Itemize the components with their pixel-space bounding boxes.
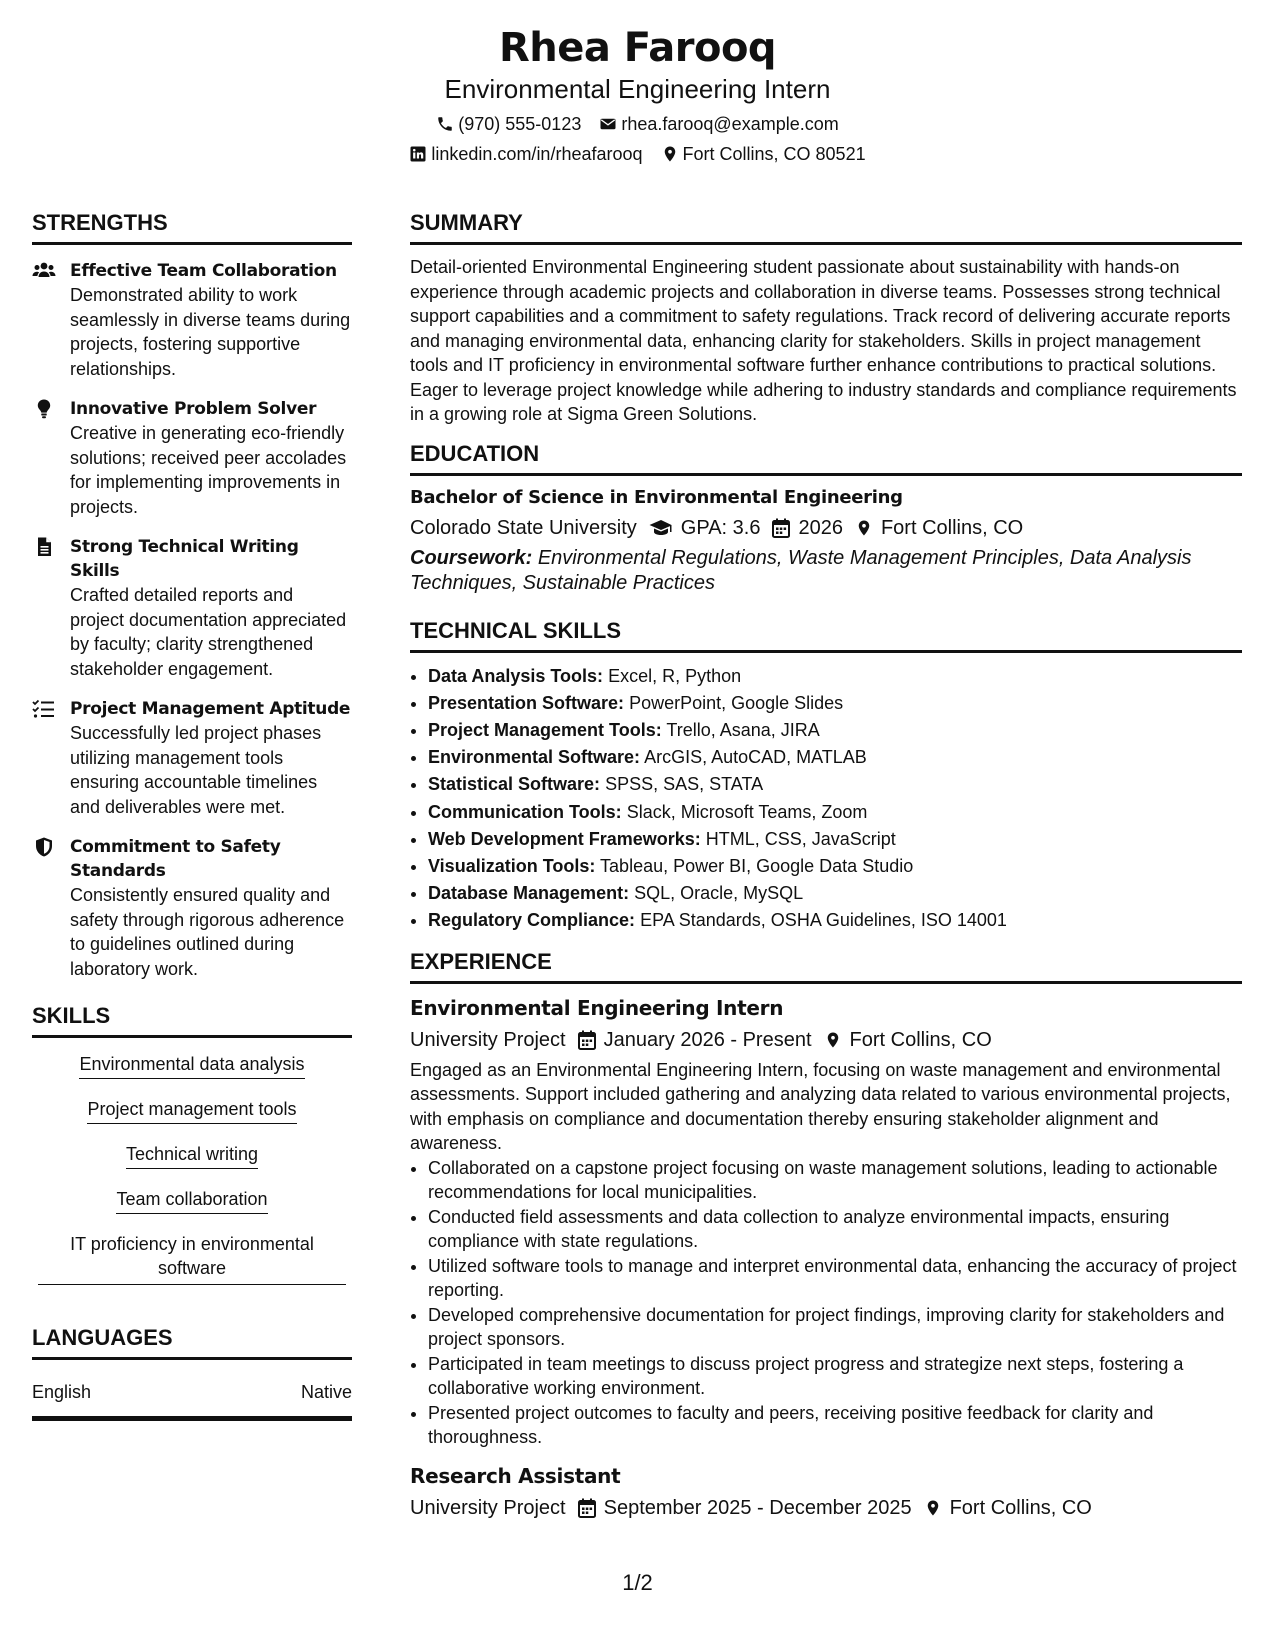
job-title: Environmental Engineering Intern xyxy=(410,995,784,1020)
strength-item xyxy=(32,835,352,981)
tech-skill-value: Slack, Microsoft Teams, Zoom xyxy=(626,801,868,822)
tech-skill-value: SPSS, SAS, STATA xyxy=(605,774,764,795)
strength-item xyxy=(32,535,352,681)
job-meta xyxy=(410,1494,1242,1522)
tech-skill-item xyxy=(428,744,1242,771)
calendar-icon xyxy=(772,518,790,538)
strength-title: Project Management Aptitude xyxy=(70,699,351,719)
linkedin-icon xyxy=(409,145,427,163)
job-dates: January 2026 - Present xyxy=(603,1028,812,1051)
strength-title: Effective Team Collaboration xyxy=(70,261,337,281)
tech-skill-value: SQL, Oracle, MySQL xyxy=(634,883,804,904)
calendar-icon xyxy=(578,1498,596,1518)
language-row xyxy=(32,1370,352,1421)
tech-skill-label: Data Analysis Tools: xyxy=(428,665,604,686)
contact-line-1 xyxy=(0,112,1275,136)
gpa-value: GPA: 3.6 xyxy=(680,516,761,539)
job-location: Fort Collins, CO xyxy=(849,1028,992,1051)
coursework-label: Coursework: xyxy=(410,546,533,569)
tech-skill-value: Excel, R, Python xyxy=(608,665,742,686)
tech-skill-label: Environmental Software: xyxy=(428,747,641,768)
strength-description: Consistently ensured quality and safety through rigorous adherence to guidelines outlined during laboratory work. xyxy=(70,885,345,979)
right-column xyxy=(410,210,1242,1522)
strengths-list xyxy=(32,259,352,981)
experience-heading: EXPERIENCE xyxy=(410,949,1242,984)
phone-contact xyxy=(436,112,581,136)
tech-skill-value: Trello, Asana, JIRA xyxy=(666,719,820,740)
tech-skill-value: ArcGIS, AutoCAD, MATLAB xyxy=(644,747,867,768)
job-description: Engaged as an Environmental Engineering Intern, focusing on waste management and environmental assessments. Support included gathering and analyzing data related to various environmental projects, with emphasis on compliance and documentation thereby ensuring stakeholder alignment and awareness. xyxy=(410,1059,1231,1154)
coursework-list: Environmental Regulations, Waste Management Principles, Data Analysis Techniques, Sustainable Practices xyxy=(410,546,1192,594)
contact-line-2 xyxy=(0,142,1275,166)
strength-title: Strong Technical Writing Skills xyxy=(70,537,299,581)
checklist-icon xyxy=(32,699,56,719)
tech-skill-item xyxy=(428,717,1242,744)
linkedin-url[interactable]: linkedin.com/in/rheafarooq xyxy=(431,144,643,164)
job-bullet: • Collaborated on a capstone project focusing on waste management solutions, leading to actionable recommendations for local municipalities. xyxy=(428,1156,1242,1205)
tech-skill-label: Database Management: xyxy=(428,883,630,904)
tech-skill-item xyxy=(428,853,1242,880)
skill-item: Environmental data analysis xyxy=(79,1052,304,1079)
skill-item: IT proficiency in environmental software xyxy=(38,1232,346,1285)
email-contact[interactable] xyxy=(599,112,838,136)
graduation-cap-icon xyxy=(649,519,673,537)
strength-title: Commitment to Safety Standards xyxy=(70,837,281,881)
education-heading: EDUCATION xyxy=(410,441,1242,476)
tech-skill-item xyxy=(428,690,1242,717)
strength-item xyxy=(32,259,352,381)
tech-skill-label: Visualization Tools: xyxy=(428,855,596,876)
phone-icon xyxy=(436,115,454,133)
job-bullet: • Participated in team meetings to discuss project progress and strategize next steps, fostering a collaborative working environment. xyxy=(428,1352,1242,1401)
job-location: Fort Collins, CO xyxy=(949,1496,1092,1519)
location-contact xyxy=(661,142,866,166)
strength-description: Crafted detailed reports and project documentation appreciated by faculty; clarity strengthened stakeholder engagement. xyxy=(70,585,347,679)
strengths-heading: STRENGTHS xyxy=(32,210,352,245)
tech-skill-label: Web Development Frameworks: xyxy=(428,828,701,849)
map-pin-icon xyxy=(661,145,679,163)
envelope-icon xyxy=(599,115,617,133)
job-bullet: • Conducted field assessments and data collection to analyze environmental impacts, ensuring compliance with state regulations. xyxy=(428,1205,1242,1254)
job-organization: University Project xyxy=(410,1028,566,1051)
skills-list xyxy=(32,1052,352,1285)
tech-skill-value: HTML, CSS, JavaScript xyxy=(705,828,896,849)
tech-skill-label: Statistical Software: xyxy=(428,774,601,795)
shield-icon xyxy=(32,837,56,857)
map-pin-icon xyxy=(855,518,873,538)
left-column xyxy=(32,210,352,1421)
tech-skill-value: EPA Standards, OSHA Guidelines, ISO 14001 xyxy=(640,910,1007,931)
map-pin-icon xyxy=(924,1498,942,1518)
strength-description: Successfully led project phases utilizing management tools ensuring accountable timelines and deliverables were met. xyxy=(70,723,322,817)
tech-skill-item xyxy=(428,880,1242,907)
education-meta xyxy=(410,514,1242,542)
tech-skill-item xyxy=(428,771,1242,798)
tech-skill-label: Presentation Software: xyxy=(428,692,625,713)
summary-heading: SUMMARY xyxy=(410,210,1242,245)
document-icon xyxy=(32,537,56,557)
tech-skill-item xyxy=(428,799,1242,826)
tech-skill-label: Communication Tools: xyxy=(428,801,622,822)
skill-item: Team collaboration xyxy=(116,1187,267,1214)
school-location: Fort Collins, CO xyxy=(880,516,1024,539)
candidate-name: Rhea Farooq xyxy=(498,25,777,71)
technical-skills-list xyxy=(410,663,1242,935)
job-bullet: • Developed comprehensive documentation for project findings, improving clarity for stakeholders and project sponsors. xyxy=(428,1303,1242,1352)
skills-heading: SKILLS xyxy=(32,1003,352,1038)
degree-title: Bachelor of Science in Environmental Engineering xyxy=(410,486,903,508)
job-meta xyxy=(410,1026,1242,1054)
tech-skill-value: Tableau, Power BI, Google Data Studio xyxy=(600,855,914,876)
language-level: Native xyxy=(300,1382,352,1402)
job-title: Research Assistant xyxy=(410,1463,621,1488)
technical-skills-heading: TECHNICAL SKILLS xyxy=(410,618,1242,653)
job-entry xyxy=(410,1462,1242,1522)
job-bullet: • Utilized software tools to manage and interpret environmental data, enhancing the accuracy of project reporting. xyxy=(428,1254,1242,1303)
lightbulb-icon xyxy=(32,399,56,419)
strength-description: Creative in generating eco-friendly solutions; received peer accolades for implementing improvements in projects. xyxy=(70,423,347,517)
strength-item xyxy=(32,697,352,819)
phone-number: (970) 555-0123 xyxy=(458,114,582,134)
page-number: 1/2 xyxy=(622,1570,653,1595)
tech-skill-item xyxy=(428,663,1242,690)
job-bullet: • Presented project outcomes to faculty and peers, receiving positive feedback for clarity and thoroughness. xyxy=(428,1401,1242,1450)
map-pin-icon xyxy=(824,1030,842,1050)
job-dates: September 2025 - December 2025 xyxy=(603,1496,912,1519)
job-entry xyxy=(410,994,1242,1450)
job-bullets xyxy=(410,1156,1242,1450)
graduation-year: 2026 xyxy=(798,516,843,539)
strength-item xyxy=(32,397,352,519)
summary-text: Detail-oriented Environmental Engineering student passionate about sustainability with hands-on experience through academic projects and collaboration in diverse teams. Possesses strong technical support capabilities and a commitment to safety regulations. Track record of delivering accurate reports and managing environmental data, enhancing clarity for stakeholders. Skills in project management tools and IT proficiency in environmental software further enhance contributions to practical solutions. Eager to leverage project knowledge while adhering to industry standards and compliance requirements in a growing role at Sigma Green Solutions. xyxy=(410,257,1237,424)
resume-header xyxy=(0,24,1275,166)
school-name: Colorado State University xyxy=(410,516,637,539)
tech-skill-value: PowerPoint, Google Slides xyxy=(629,692,844,713)
coursework xyxy=(410,546,1242,596)
language-name: English xyxy=(32,1382,92,1402)
strength-title: Innovative Problem Solver xyxy=(70,399,317,419)
job-organization: University Project xyxy=(410,1496,566,1519)
users-icon xyxy=(32,261,56,279)
strength-description: Demonstrated ability to work seamlessly in diverse teams during projects, fostering supportive relationships. xyxy=(70,285,351,379)
email-address[interactable]: rhea.farooq@example.com xyxy=(621,114,839,134)
tech-skill-item xyxy=(428,826,1242,853)
skill-item: Technical writing xyxy=(126,1142,258,1169)
tech-skill-label: Project Management Tools: xyxy=(428,719,662,740)
tech-skill-label: Regulatory Compliance: xyxy=(428,910,636,931)
tech-skill-item xyxy=(428,907,1242,934)
linkedin-contact[interactable] xyxy=(409,142,642,166)
calendar-icon xyxy=(578,1030,596,1050)
skill-item: Project management tools xyxy=(87,1097,296,1124)
candidate-title: Environmental Engineering Intern xyxy=(444,74,831,104)
location-text: Fort Collins, CO 80521 xyxy=(682,144,866,164)
languages-heading: LANGUAGES xyxy=(32,1325,352,1360)
